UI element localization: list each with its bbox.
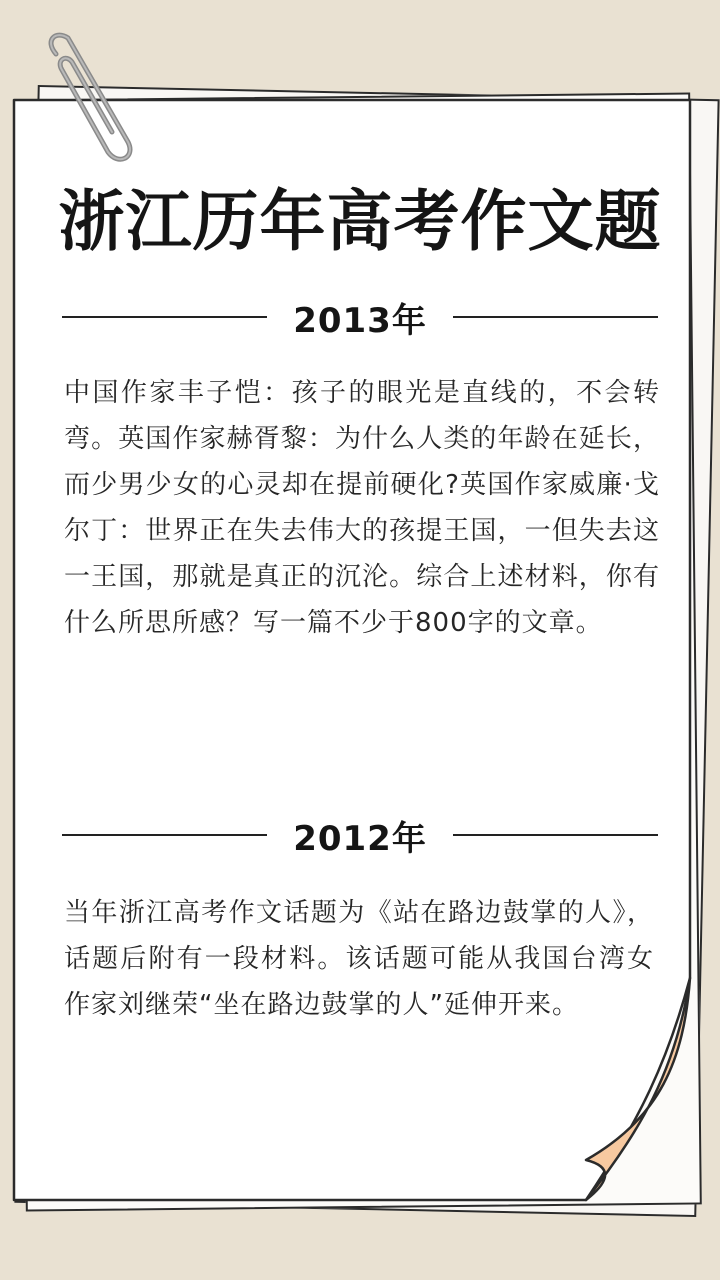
divider-right xyxy=(453,316,658,318)
section-year: 2012年 xyxy=(293,818,427,859)
section-header-2013 xyxy=(62,292,658,342)
section-header-2012 xyxy=(62,810,658,860)
section-text-2013: 中国作家丰子恺：孩子的眼光是直线的，不会转弯。英国作家赫胥黎：为什么人类的年龄在延长，而少男少女的心灵却在提前硬化?英国作家威廉·戈尔丁：世界正在失去伟大的孩提王国，一但失去这一王国，那就是真正的沉沦。综合上述材料，你有什么所思所感？写一篇不少于800字的文章。 xyxy=(64,378,660,638)
page-title: 浙江历年高考作文题 xyxy=(58,183,662,260)
divider-left xyxy=(62,834,267,836)
divider-right xyxy=(453,834,658,836)
section-year: 2013年 xyxy=(293,300,427,341)
section-text-2012: 当年浙江高考作文话题为《站在路边鼓掌的人》，话题后附有一段材料。该话题可能从我国台湾女作家刘继荣“坐在路边鼓掌的人”延伸开来。 xyxy=(64,898,654,1020)
divider-left xyxy=(62,316,267,318)
